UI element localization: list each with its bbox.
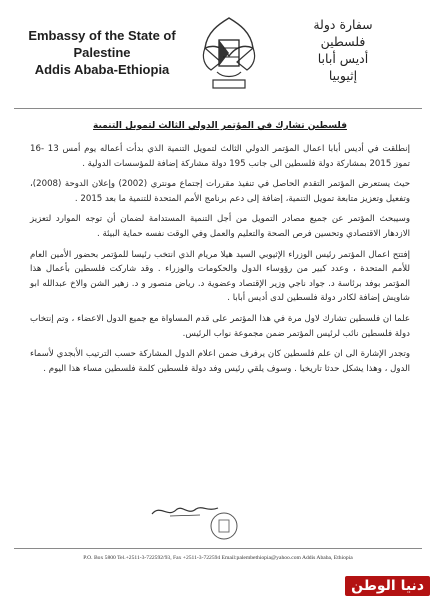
paragraph-2: حيث يستعرض المؤتمر التقدم الحاصل في تنفيذ مقررات إجتماع مونتري (2002) وإعلان الدوحة (2008)، وتفعيل وتعزيز متابعة تمويل التنمية، إضافة إلى دعم برنامج الأمم المتحدة للتنمية ما بعد 2015 .	[30, 179, 411, 204]
paragraph-5: علما ان فلسطين تشارك لاول مرة في هذا المؤتمر على قدم المساواة مع جميع الدول الاعضاء ، وتم إنتخاب دولة فلسطين نائب لرئيس المؤتمر ضمن مجموعة نواب الرئيس.	[30, 313, 410, 339]
paragraph-6: وتجدر الإشارة الى ان علم فلسطين كان يرفرف ضمن اعلام الدول المشاركة حسب الترتيب الأبجدي لأسماء الدول ، وهذا يشكل حدثا تاريخيا . وسوف يلقي رئيس وفد دولة فلسطين كلمة فلسطين مساء هذا اليوم .	[30, 349, 410, 374]
document-title: فلسطين تشارك في المؤتمر الدولي الثالث لتمويل التنمية	[93, 121, 347, 131]
arabic-line-1: سفارة دولة	[313, 17, 373, 32]
palestine-emblem-icon	[197, 14, 261, 94]
english-line-1: Embassy of the State of	[28, 28, 176, 43]
english-line-3: Addis Ababa-Ethiopia	[34, 62, 170, 77]
embassy-stamp-icon	[208, 510, 240, 542]
paragraph-1: إنطلقت في أديس أبابا اعمال المؤتمر الدولي الثالث لتمويل التنمية الذي بدأت أعماله يوم أمس 13 -16 تموز 2015 بمشاركة دولة فلسطين الى جانب 195 دولة مشاركة إضافة للمؤسسات الدولية .	[30, 144, 410, 169]
arabic-line-2: فلسطين	[320, 34, 366, 49]
english-line-2: Palestine	[73, 45, 131, 60]
embassy-name-arabic	[268, 16, 418, 84]
paragraph-3: وسيبحث المؤتمر عن جميع مصادر التمويل من أجل التنمية المستدامة لضمان أن توجه الموارد لتعزيز الازدهار الاقتصادي وتحسين فرص الصحة والتعليم والعمل وفي الوقت نفسه حماية البيئة .	[30, 214, 410, 239]
document-body	[30, 142, 410, 382]
arabic-line-4: إثيوبيا	[328, 68, 358, 83]
footer-divider	[14, 548, 422, 549]
embassy-name-english	[22, 27, 182, 78]
arabic-line-3: أديس أبابا	[317, 51, 369, 66]
footer-contact: P.O. Box 5800 Tel.+2511-3-722592/93, Fax +2511-3-722594 Email:palembethiopia@yahoo.com Addis Ababa, Ethiopia	[83, 555, 353, 561]
top-divider	[14, 108, 422, 109]
watermark-logo: دنيا الوطن	[345, 576, 430, 596]
paragraph-4: إفتتح اعمال المؤتمر رئيس الوزراء الإثيوبي السيد هيلا مريام الذي انتخب رئيسا للمؤتمر بحضور الأمين العام للأمم المتحدة ، وعدد كبير من رؤوساء الدول والحكومات والوزراء . وقد شاركت فلسطين بأعمال هذا المؤتمر بوفد برئاسة د. جواد ناجي وزير الإقتصاد وعضوية د. رياض منصور و د. زهير الشن والاخ عبدالله ابو شاويش إضافة لكادر دولة فلسطين لدى أديس أبابا .	[30, 249, 410, 304]
letterhead	[0, 0, 436, 110]
